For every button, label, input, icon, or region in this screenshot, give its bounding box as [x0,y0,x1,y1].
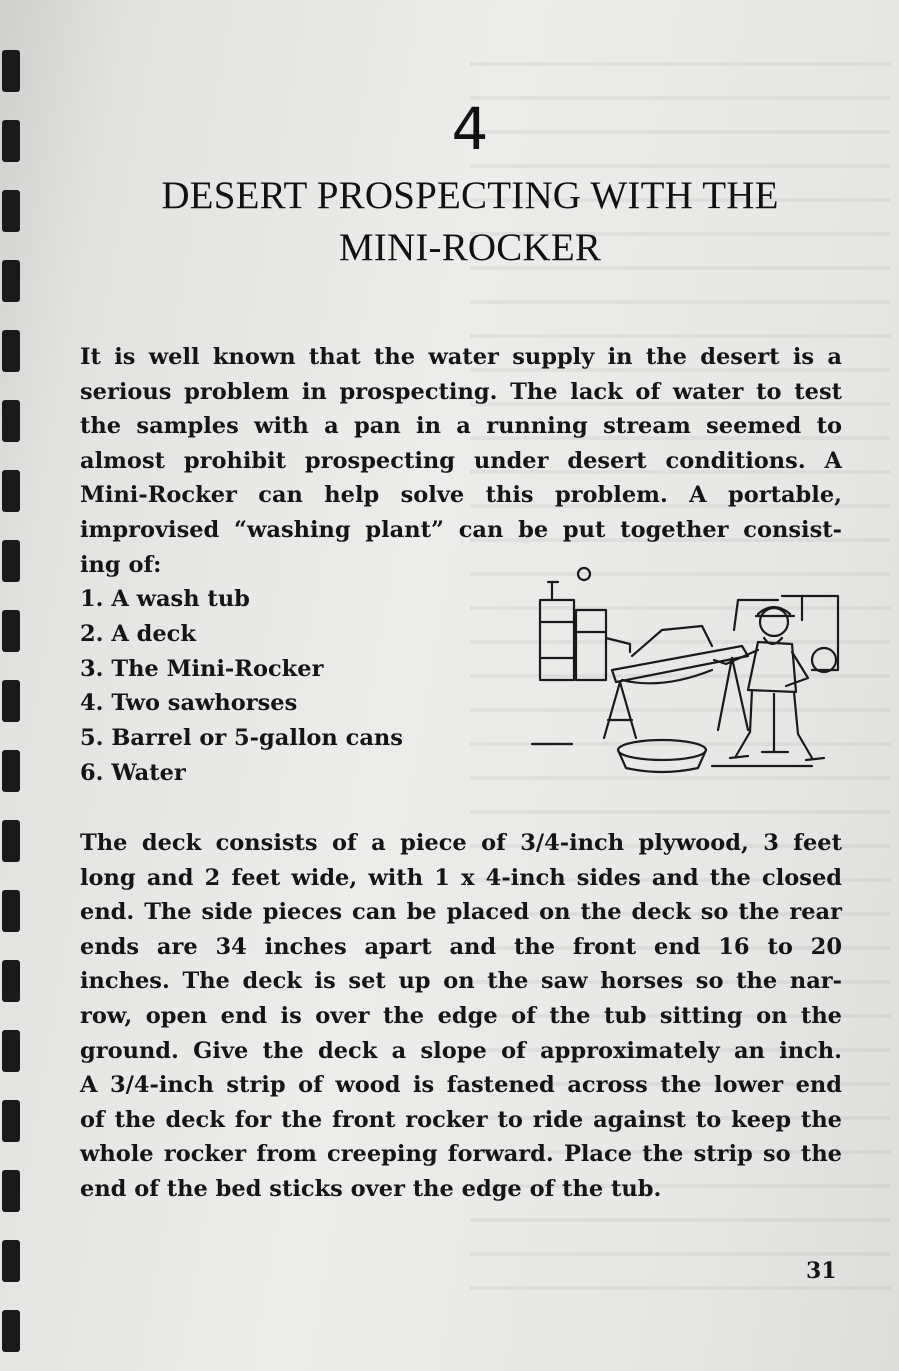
binding-ring [2,750,20,792]
binding-ring [2,610,20,652]
text-line: ends are 34 inches apart and the front end 16 to 20 [80,933,842,960]
binding-ring [2,260,20,302]
equipment-list [80,582,403,791]
list-item: 2. A deck [80,620,196,647]
binding-ring [2,1310,20,1352]
spiral-binding [0,0,26,1371]
binding-ring [2,50,20,92]
binding-ring [2,960,20,1002]
binding-ring [2,1100,20,1142]
text-line: long and 2 feet wide, with 1 x 4-inch sides and the closed [80,864,842,891]
page-number: 31 [806,1258,837,1284]
text-line: It is well known that the water supply in the desert is a [80,344,842,370]
text-line: inches. The deck is set up on the saw horses so the nar- [80,968,842,995]
binding-ring [2,400,20,442]
binding-ring [2,890,20,932]
text-line: end of the bed sticks over the edge of the tub. [80,1175,662,1202]
chapter-number: 4 [451,95,489,163]
binding-ring [2,820,20,862]
chapter-title-line: DESERT PROSPECTING WITH THE [161,174,779,217]
text-line: end. The side pieces can be placed on the deck so the rear [80,899,842,926]
list-item: 6. Water [80,759,186,786]
text-line: row, open end is over the edge of the tub sitting on the [80,1002,842,1029]
list-item: 4. Two sawhorses [80,690,298,717]
binding-ring [2,1030,20,1072]
binding-ring [2,190,20,232]
binding-ring [2,1240,20,1282]
text-line: of the deck for the front rocker to ride against to keep the [80,1106,842,1133]
chapter-title-line: MINI-ROCKER [338,226,602,269]
text-line: the samples with a pan in a running stream seemed to [80,413,842,440]
text-line: A 3/4-inch strip of wood is fastened across the lower end [80,1072,842,1099]
prospector-mini-rocker-illustration [512,560,842,780]
paragraph-intro [80,340,842,582]
binding-ring [2,1170,20,1212]
list-item: 5. Barrel or 5-gallon cans [80,725,403,752]
list-item: 3. The Mini-Rocker [80,655,324,682]
chapter-title [90,170,850,274]
text-line: Mini-Rocker can help solve this problem. A portable, [80,482,842,509]
paragraph-deck [80,826,842,1207]
text-line: almost prohibit prospecting under desert conditions. A [80,447,842,474]
text-line: ing of: [80,551,162,578]
text-line: whole rocker from creeping forward. Place the strip so the [80,1141,842,1168]
binding-ring [2,330,20,372]
list-item: 1. A wash tub [80,586,250,612]
text-line: The deck consists of a piece of 3/4-inch plywood, 3 feet [80,830,842,856]
binding-ring [2,540,20,582]
text-line: serious problem in prospecting. The lack of water to test [80,378,842,405]
binding-ring [2,470,20,512]
binding-ring [2,680,20,722]
text-line: improvised “washing plant” can be put together consist- [80,516,842,543]
text-line: ground. Give the deck a slope of approximately an inch. [80,1037,842,1064]
